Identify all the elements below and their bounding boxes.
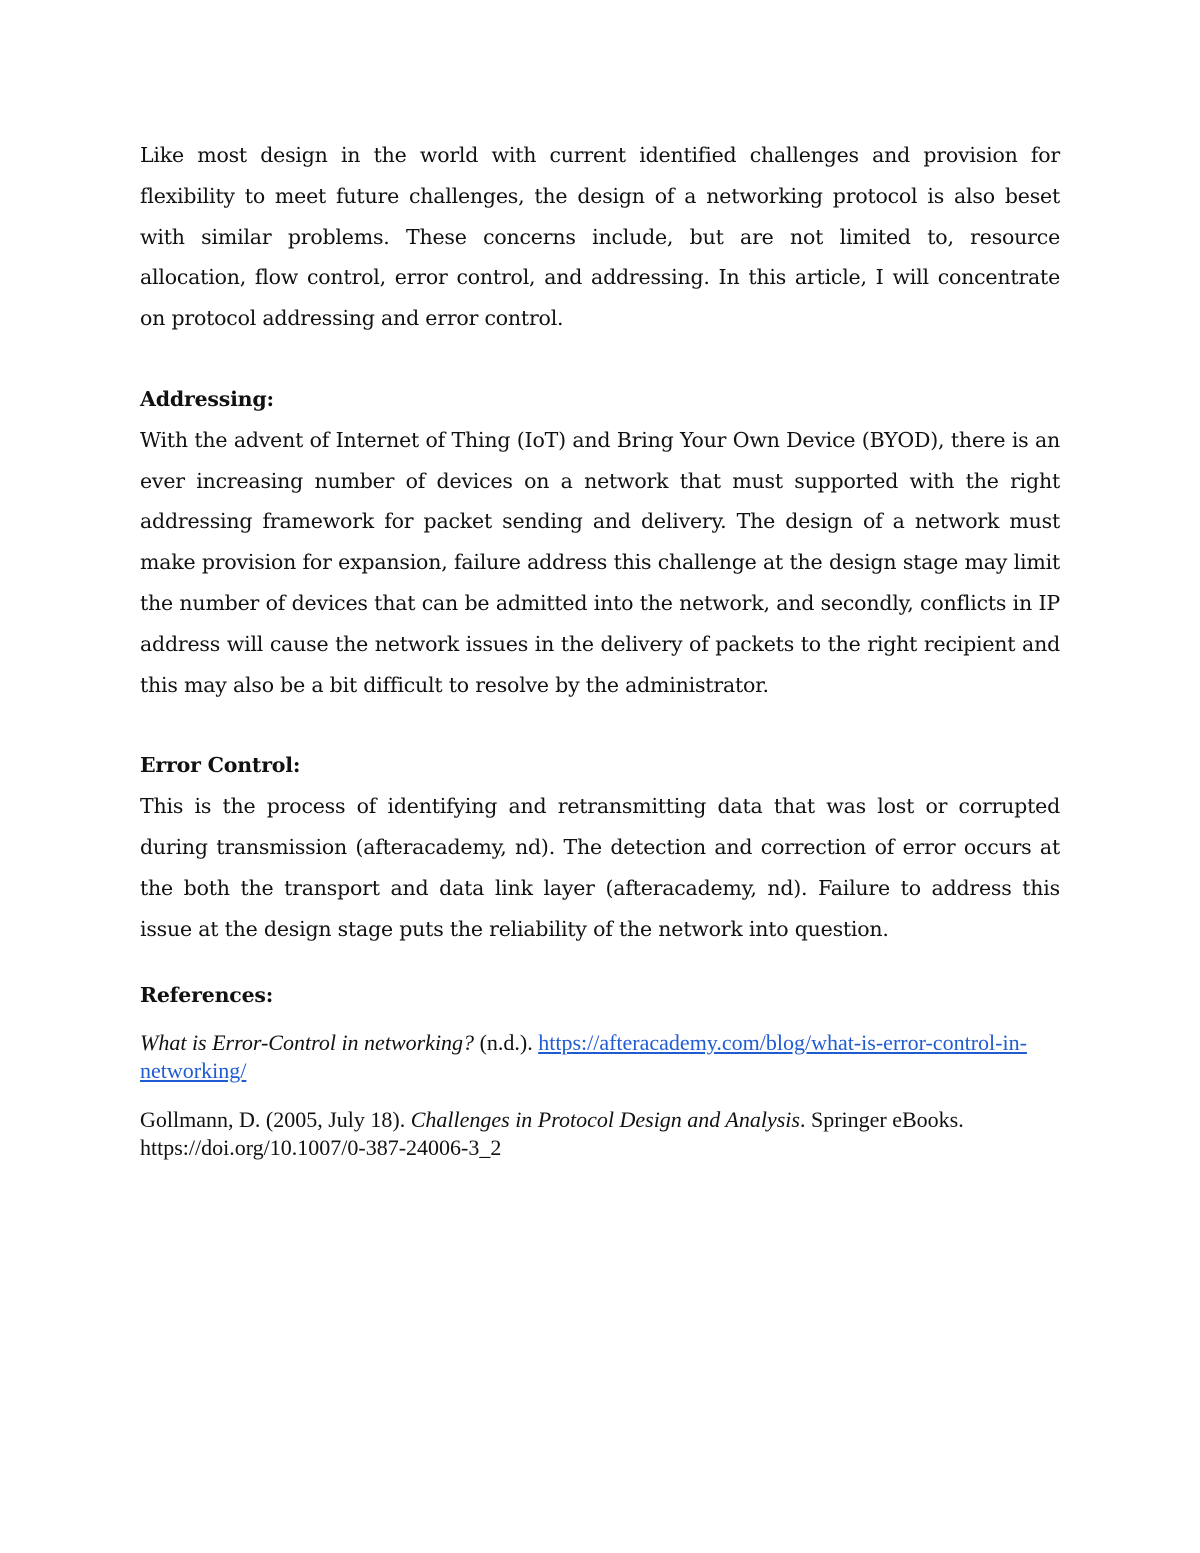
error-control-section bbox=[140, 745, 1060, 949]
reference-title: What is Error-Control in networking? bbox=[140, 1030, 475, 1056]
intro-paragraph: Like most design in the world with current identified challenges and provision for flexibility to meet future challenges, the design of a networking protocol is also beset with similar problems. These concerns include, but are not limited to, resource allocation, flow control, error control, and addressing. In this article, I will concentrate on protocol addressing and error control. bbox=[140, 143, 1060, 331]
error-control-paragraph: This is the process of identifying and retransmitting data that was lost or corrupted during transmission (afteracademy, nd). The detection and correction of error occurs at the both the transport and data link layer (afteracademy, nd). Failure to address this issue at the design stage puts the reliability of the network into question. bbox=[140, 794, 1060, 941]
reference-publisher-doi: . Springer eBooks. https://doi.org/10.1007/0-387-24006-3_2 bbox=[140, 1107, 964, 1161]
addressing-heading: Addressing: bbox=[140, 386, 274, 411]
addressing-paragraph: With the advent of Internet of Thing (IoT) and Bring Your Own Device (BYOD), there is an ever increasing number of devices on a network that must supported with the right addressing framework for packet sending and delivery. The design of a network must make provision for expansion, failure address this challenge at the design stage may limit the number of devices that can be admitted into the network, and secondly, conflicts in IP address will cause the network issues in the delivery of packets to the right recipient and this may also be a bit difficult to resolve by the administrator. bbox=[140, 427, 1060, 697]
references-heading: References: bbox=[140, 983, 274, 1008]
reference-date: (n.d.). bbox=[474, 1030, 539, 1056]
document-page bbox=[140, 135, 1060, 1183]
references-section bbox=[140, 975, 1060, 1162]
reference-item-1 bbox=[140, 1029, 1060, 1085]
reference-author: Gollmann, D. (2005, July 18). bbox=[140, 1107, 411, 1133]
addressing-section bbox=[140, 379, 1060, 705]
reference-title: Challenges in Protocol Design and Analysis bbox=[410, 1107, 800, 1133]
reference-item-2 bbox=[140, 1106, 1060, 1162]
error-control-heading: Error Control: bbox=[140, 753, 301, 778]
reference-link[interactable]: https://afteracademy.com/blog/what-is-error-control-in-networking/ bbox=[140, 1030, 1027, 1084]
